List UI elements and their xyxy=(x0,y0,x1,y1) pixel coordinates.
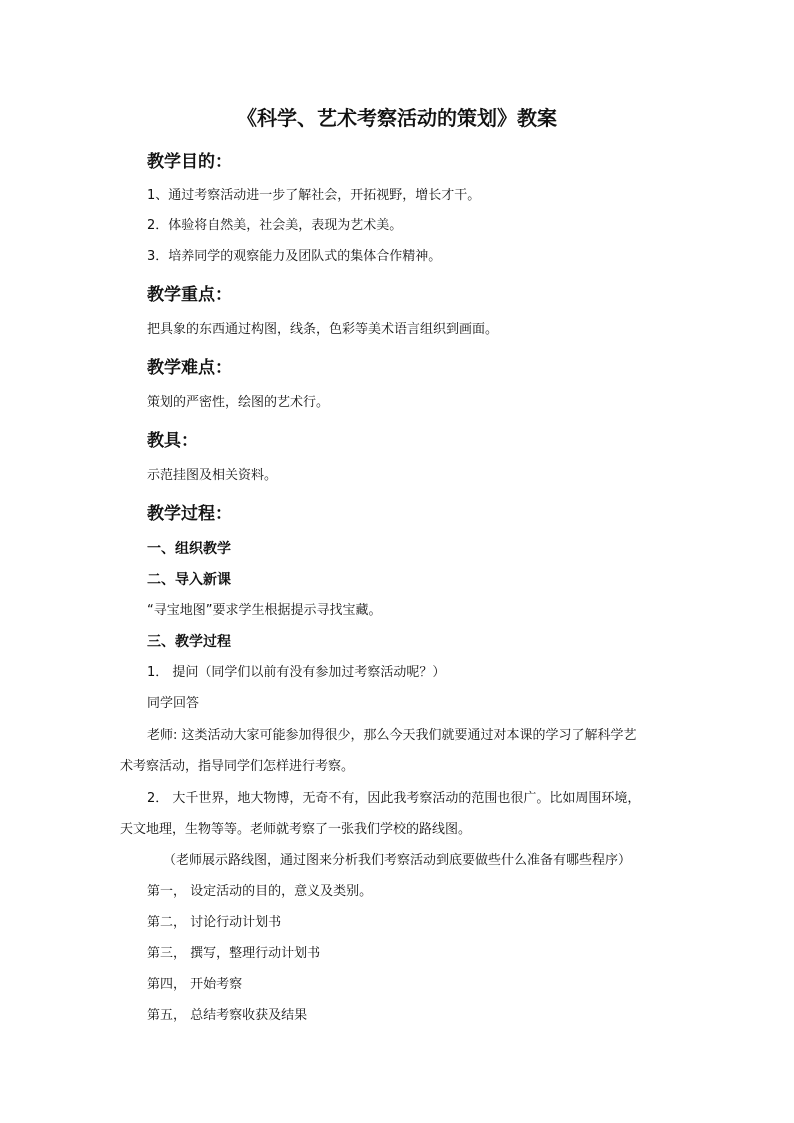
process-line: 术考察活动，指导同学们怎样进行考察。 xyxy=(120,759,355,774)
process-line: 第五， 总结考察收获及结果 xyxy=(147,1008,308,1023)
process-line: 老师: 这类活动大家可能参加得很少，那么今天我们就要通过对本课的学习了解科学艺 xyxy=(147,728,637,743)
process-line: 2． 大千世界，地大物博，无奇不有，因此我考察活动的范围也很广。比如周围环境， xyxy=(147,791,641,806)
tools-heading: 教具： xyxy=(147,431,198,451)
process-heading: 教学过程： xyxy=(147,504,232,524)
process-line: 第三， 撰写，整理行动计划书 xyxy=(147,946,321,961)
step1-heading: 一、组织教学 xyxy=(147,541,231,557)
goal-item: 1、通过考察活动进一步了解社会，开拓视野，增长才干。 xyxy=(147,188,481,203)
step2-text: “寻宝地图”要求学生根据提示寻找宝藏。 xyxy=(147,603,382,618)
process-line: 第一， 设定活动的目的，意义及类别。 xyxy=(147,884,373,899)
process-line: 同学回答 xyxy=(147,696,200,711)
difficulty-text: 策划的严密性，绘图的艺术行。 xyxy=(147,395,330,410)
process-line: （老师展示路线图，通过图来分析我们考察活动到底要做些什么准备有哪些程序） xyxy=(163,853,632,868)
key-heading: 教学重点： xyxy=(147,285,232,305)
key-text: 把具象的东西通过构图，线条，色彩等美术语言组织到画面。 xyxy=(147,322,499,337)
difficulty-heading: 教学难点： xyxy=(147,358,232,378)
goal-item: 2．体验将自然美，社会美，表现为艺术美。 xyxy=(147,218,403,233)
goal-item: 3．培养同学的观察能力及团队式的集体合作精神。 xyxy=(147,249,442,264)
process-line: 天文地理，生物等等。老师就考察了一张我们学校的路线图。 xyxy=(120,822,472,837)
step3-heading: 三、教学过程 xyxy=(147,634,231,650)
document-title: 《科学、艺术考察活动的策划》教案 xyxy=(237,106,557,130)
process-line: 第二， 讨论行动计划书 xyxy=(147,915,282,930)
tools-text: 示范挂图及相关资料。 xyxy=(147,468,278,483)
process-line: 第四， 开始考察 xyxy=(147,977,243,992)
process-line: 1． 提问（同学们以前有没有参加过考察活动呢？） xyxy=(147,665,446,680)
step2-heading: 二、导入新课 xyxy=(147,572,231,588)
goals-heading: 教学目的： xyxy=(147,152,232,172)
